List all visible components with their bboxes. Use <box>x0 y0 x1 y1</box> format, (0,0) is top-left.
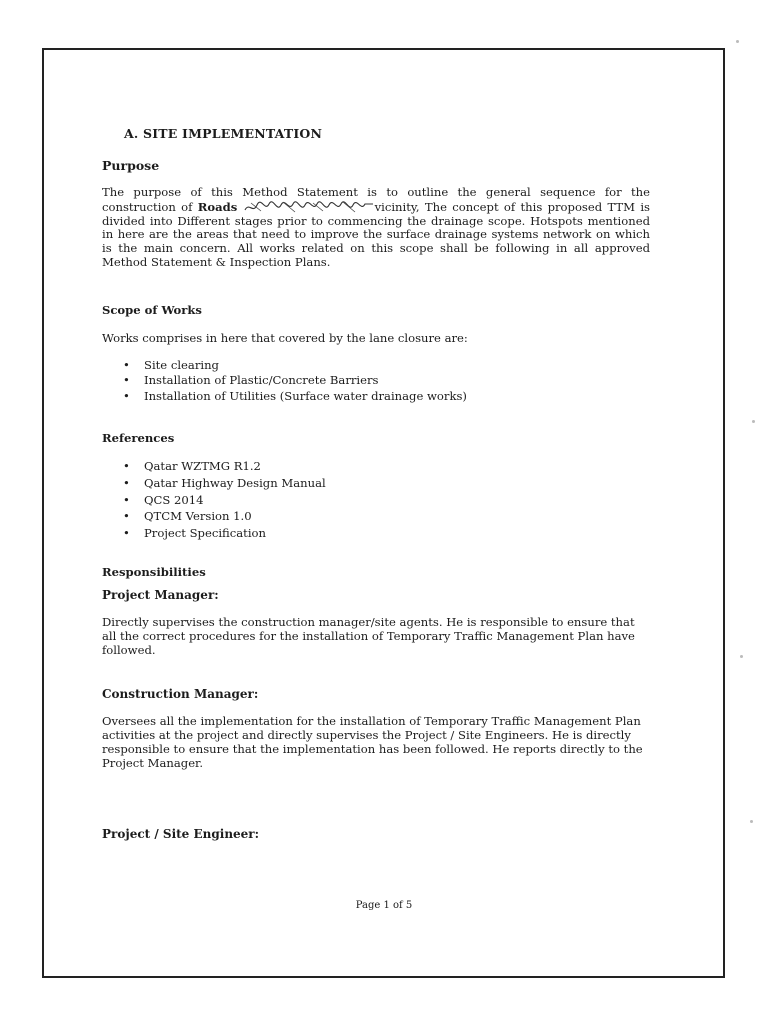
list-item: • QTCM Version 1.0 <box>102 508 650 525</box>
scan-speck <box>740 655 743 658</box>
purpose-paragraph <box>102 186 650 270</box>
list-item: • Site clearing <box>102 358 650 374</box>
document-body <box>102 126 650 841</box>
list-item: • Qatar Highway Design Manual <box>102 475 650 492</box>
scope-heading: Scope of Works <box>102 302 202 317</box>
roads-label: Roads <box>197 199 238 214</box>
project-manager-text: Directly supervises the construction manager/site agents. He is responsible to ensure that all the correct procedures for the installation of Temporary Traffic Management Plan have followed. <box>102 615 635 657</box>
list-item: • Installation of Utilities (Surface water drainage works) <box>102 389 650 405</box>
construction-manager-heading: Construction Manager: <box>102 687 259 702</box>
scan-speck <box>736 40 739 43</box>
references-heading: References <box>102 431 175 446</box>
purpose-heading: Purpose <box>102 158 160 173</box>
list-item: • Installation of Plastic/Concrete Barriers <box>102 373 650 389</box>
page-number: Page 1 of 5 <box>355 900 413 911</box>
list-item: • QCS 2014 <box>102 492 650 509</box>
project-site-engineer-heading: Project / Site Engineer: <box>102 826 260 841</box>
purpose-line-2-suffix: vicinity, The concept of this proposed TTM <box>374 199 636 214</box>
handwritten-redaction-scribble <box>243 200 375 214</box>
scan-speck <box>752 420 755 423</box>
scope-intro: Works comprises in here that covered by the lane closure are: <box>102 330 468 345</box>
purpose-rest: is divided into Different stages prior to commencing the drainage scope. Hotspots mentioned in here are the areas that need to improve the surface drainage systems network on which is the main concern. All works related on this scope shall be following in all approved Method Statement & Inspection Plans. <box>102 199 650 269</box>
scan-speck <box>750 820 753 823</box>
purpose-line-1: The purpose of this Method Statement is to outline the general sequence for the <box>102 185 650 199</box>
purpose-line-2-prefix: construction of <box>102 199 198 214</box>
construction-manager-text: Oversees all the implementation for the installation of Temporary Traffic Management Plan activities at the project and directly supervises the Project / Site Engineers. He is directly responsible to ensure that the implementation has been followed. He reports directly to the Project Manager. <box>102 714 643 770</box>
responsibilities-heading: Responsibilities <box>102 565 206 580</box>
references-list <box>102 458 650 542</box>
list-item: • Project Specification <box>102 525 650 542</box>
scope-list <box>102 358 650 405</box>
project-manager-heading: Project Manager: <box>102 588 219 603</box>
list-item: • Qatar WZTMG R1.2 <box>102 458 650 475</box>
section-heading: A. SITE IMPLEMENTATION <box>124 126 323 141</box>
